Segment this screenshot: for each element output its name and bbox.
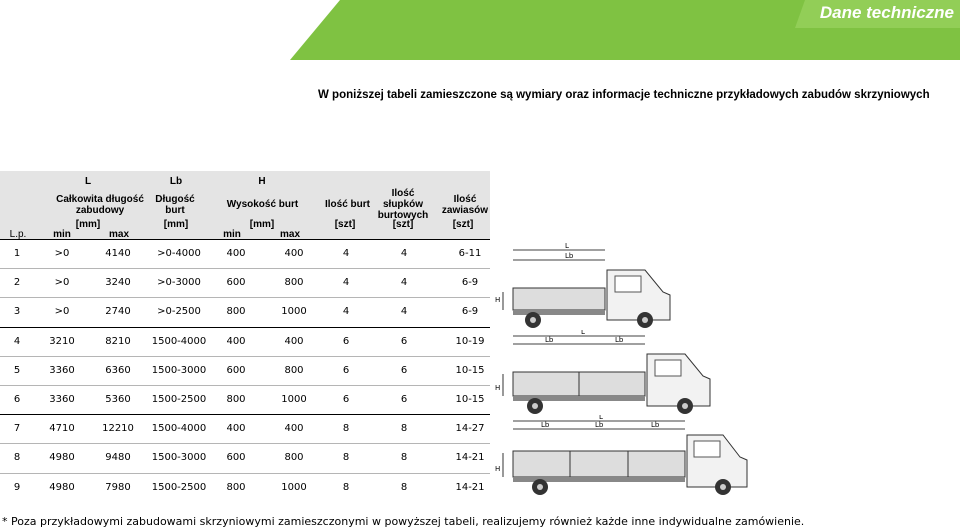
table-cell: 6 bbox=[342, 394, 350, 405]
table-cell: 5 bbox=[13, 364, 21, 376]
table-cell: 9 bbox=[13, 481, 21, 493]
table-cell: 6-9 bbox=[461, 306, 479, 318]
table-cell: 1500-3000 bbox=[151, 452, 207, 464]
symbol-L: L bbox=[84, 176, 92, 187]
svg-text:H: H bbox=[495, 465, 501, 473]
table-cell: 5360 bbox=[105, 394, 131, 405]
table-cell: 1500-2500 bbox=[151, 481, 207, 493]
table-cell: 800 bbox=[284, 364, 304, 376]
svg-text:Lb: Lb bbox=[615, 336, 624, 344]
table-cell: 14-21 bbox=[455, 452, 485, 464]
table-cell: 400 bbox=[226, 248, 246, 259]
table-cell: 8 bbox=[400, 423, 408, 435]
unit-zawiasy: [szt] bbox=[452, 219, 474, 230]
truck-diagram-2 bbox=[495, 330, 715, 420]
header-side-count: Ilość burt bbox=[324, 199, 370, 210]
table-row bbox=[0, 268, 490, 298]
table-cell: >0 bbox=[54, 248, 70, 259]
table-cell: 8 bbox=[342, 452, 350, 464]
table-cell: 6 bbox=[13, 394, 21, 405]
table-header bbox=[0, 171, 490, 239]
table-cell: 2740 bbox=[105, 306, 131, 318]
header-banner bbox=[0, 0, 960, 60]
table-cell: 2 bbox=[13, 277, 21, 289]
table-cell: 6-9 bbox=[461, 277, 479, 289]
header-side-length: Długość burt bbox=[155, 194, 195, 216]
table-cell: >0-4000 bbox=[157, 248, 201, 259]
table-cell: 400 bbox=[284, 335, 304, 347]
table-cell: 4710 bbox=[49, 423, 75, 435]
unit-lb: [mm] bbox=[163, 219, 189, 230]
intro-text: W poniższej tabeli zamieszczone są wymiary oraz informacje techniczne przykładowych zabudów skrzyniowych bbox=[318, 89, 930, 101]
table-cell: 10-15 bbox=[455, 364, 485, 376]
table-cell: 4980 bbox=[49, 481, 75, 493]
svg-text:H: H bbox=[495, 384, 501, 392]
unit-slupki: [szt] bbox=[392, 219, 414, 230]
table-cell: 3240 bbox=[105, 277, 131, 289]
table-cell: 6 bbox=[342, 364, 350, 376]
header-posts-count: Ilość słupków burtowych bbox=[377, 188, 429, 221]
table-cell: 8210 bbox=[105, 335, 131, 347]
table-cell: 1500-3000 bbox=[151, 364, 207, 376]
header-min-h: min bbox=[223, 229, 241, 240]
table-cell: 3360 bbox=[49, 364, 75, 376]
table-cell: 1500-4000 bbox=[151, 335, 207, 347]
table-cell: 3210 bbox=[49, 335, 75, 347]
header-side-height: Wysokość burt bbox=[226, 199, 299, 210]
table-cell: 10-19 bbox=[455, 335, 485, 347]
table-cell: 1000 bbox=[281, 481, 307, 493]
dim-L: L bbox=[565, 242, 569, 250]
table-cell: 6 bbox=[400, 364, 408, 376]
table-cell: 10-15 bbox=[455, 394, 485, 405]
table-cell: 8 bbox=[342, 481, 350, 493]
table-cell: 4980 bbox=[49, 452, 75, 464]
table-cell: 4 bbox=[13, 335, 21, 347]
header-max: max bbox=[108, 229, 129, 240]
header-total-length: Całkowita długość zabudowy bbox=[56, 194, 144, 216]
table-cell: 1000 bbox=[281, 394, 307, 405]
header-hinges-count: Ilość zawiasów bbox=[441, 194, 489, 216]
table-cell: 3360 bbox=[49, 394, 75, 405]
table-cell: 8 bbox=[13, 452, 21, 464]
table-cell: 800 bbox=[284, 452, 304, 464]
table-cell: 1500-2500 bbox=[151, 394, 207, 405]
table-cell: 8 bbox=[400, 481, 408, 493]
truck-diagram-3 bbox=[495, 415, 755, 505]
table-row bbox=[0, 385, 490, 415]
footer-note: * Poza przykładowymi zabudowami skrzyniowymi zamieszczonymi w powyższej tabeli, realizujemy również każde inne indywidualne zamówienie. bbox=[2, 515, 805, 528]
table-cell: 12210 bbox=[102, 423, 134, 435]
table-cell: 400 bbox=[226, 335, 246, 347]
table-row bbox=[0, 327, 490, 357]
unit-length: [mm] bbox=[75, 219, 101, 230]
table-cell: 4 bbox=[342, 306, 350, 318]
svg-text:Lb: Lb bbox=[545, 336, 554, 344]
table-cell: 400 bbox=[284, 423, 304, 435]
table-cell: 1000 bbox=[281, 306, 307, 318]
header-lp: L.p. bbox=[9, 229, 27, 240]
table-cell: >0-2500 bbox=[157, 306, 201, 318]
table-cell: 1500-4000 bbox=[151, 423, 207, 435]
svg-text:Lb: Lb bbox=[651, 421, 660, 429]
table-cell: 1 bbox=[13, 248, 21, 259]
unit-burt: [szt] bbox=[334, 219, 356, 230]
table-cell: 6-11 bbox=[458, 248, 482, 259]
table-cell: 4140 bbox=[105, 248, 131, 259]
table-cell: 6 bbox=[400, 335, 408, 347]
table-cell: >0-3000 bbox=[157, 277, 201, 289]
table-cell: 800 bbox=[284, 277, 304, 289]
symbol-H: H bbox=[258, 176, 266, 187]
header-max-h: max bbox=[279, 229, 300, 240]
table-cell: 9480 bbox=[105, 452, 131, 464]
table-row bbox=[0, 443, 490, 473]
table-cell: 400 bbox=[226, 423, 246, 435]
table-cell: 6360 bbox=[105, 364, 131, 376]
svg-text:Lb: Lb bbox=[541, 421, 550, 429]
table-cell: 14-27 bbox=[455, 423, 485, 435]
table-row bbox=[0, 297, 490, 327]
svg-text:L: L bbox=[599, 415, 603, 421]
header-min: min bbox=[53, 229, 71, 240]
table-cell: >0 bbox=[54, 306, 70, 318]
table-cell: >0 bbox=[54, 277, 70, 289]
table-cell: 600 bbox=[226, 277, 246, 289]
dim-Lb: Lb bbox=[565, 252, 574, 260]
table-cell: 4 bbox=[400, 306, 408, 318]
table-cell: 6 bbox=[342, 335, 350, 347]
table-row bbox=[0, 356, 490, 386]
table-cell: 3 bbox=[13, 306, 21, 318]
table-cell: 8 bbox=[400, 452, 408, 464]
table-cell: 4 bbox=[400, 248, 408, 259]
table-cell: 4 bbox=[400, 277, 408, 289]
page-title: Dane techniczne bbox=[819, 3, 954, 22]
table-cell: 800 bbox=[226, 306, 246, 318]
table-cell: 14-21 bbox=[455, 481, 485, 493]
table-cell: 6 bbox=[400, 394, 408, 405]
table-cell: 600 bbox=[226, 364, 246, 376]
table-cell: 7980 bbox=[105, 481, 131, 493]
table-cell: 800 bbox=[226, 394, 246, 405]
table-row bbox=[0, 414, 490, 444]
table-cell: 600 bbox=[226, 452, 246, 464]
table-cell: 400 bbox=[284, 248, 304, 259]
dim-H: H bbox=[495, 296, 501, 304]
svg-text:L: L bbox=[581, 330, 585, 336]
truck-diagram-1 bbox=[495, 240, 690, 330]
table-cell: 800 bbox=[226, 481, 246, 493]
unit-h: [mm] bbox=[249, 219, 275, 230]
symbol-Lb: Lb bbox=[169, 176, 183, 187]
table-cell: 7 bbox=[13, 423, 21, 435]
table-cell: 4 bbox=[342, 277, 350, 289]
svg-text:Lb: Lb bbox=[595, 421, 604, 429]
table-row bbox=[0, 239, 490, 269]
table-row bbox=[0, 473, 490, 503]
table-cell: 4 bbox=[342, 248, 350, 259]
table-cell: 8 bbox=[342, 423, 350, 435]
